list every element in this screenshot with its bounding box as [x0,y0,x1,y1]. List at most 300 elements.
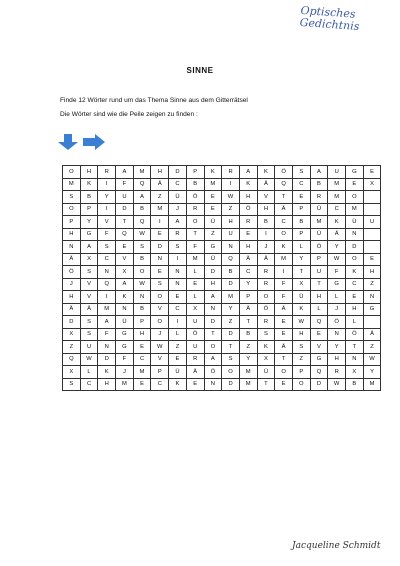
grid-cell: S [80,266,98,279]
grid-cell: B [80,191,98,204]
grid-row [63,328,381,341]
grid-cell: K [204,166,222,179]
grid-cell: R [257,316,275,329]
grid-cell: H [133,328,151,341]
grid-cell: A [133,191,151,204]
grid-cell: Ö [257,303,275,316]
grid-cell: N [63,241,81,254]
grid-cell: I [151,216,169,229]
grid-cell: W [133,228,151,241]
handwritten-note [299,5,390,35]
handwritten-note-line1: Optisches [300,3,356,21]
grid-cell: F [116,353,134,366]
grid-row [63,341,381,354]
grid-cell: M [116,378,134,391]
grid-cell: Ü [204,253,222,266]
grid-cell: D [204,316,222,329]
grid-cell: O [222,366,240,379]
grid-cell: C [151,378,169,391]
grid-cell: G [116,328,134,341]
grid-cell: M [133,166,151,179]
grid-cell: E [151,266,169,279]
grid-cell: K [98,366,116,379]
grid-cell: G [80,228,98,241]
grid-cell: F [186,241,204,254]
grid-cell: H [239,241,257,254]
grid-cell: D [222,278,240,291]
grid-cell: N [328,328,346,341]
grid-cell: Y [292,253,310,266]
grid-cell: K [239,178,257,191]
grid-cell: I [275,266,293,279]
grid-cell: Ü [204,216,222,229]
grid-row [63,241,381,254]
grid-cell: L [186,291,204,304]
grid-cell: K [169,378,187,391]
grid-cell: M [363,378,381,391]
handwritten-note-line2: Gedichtnis [299,15,360,34]
grid-cell: Z [204,228,222,241]
grid-cell: N [133,291,151,304]
grid-cell: R [328,366,346,379]
grid-cell: T [310,278,328,291]
grid-cell: L [310,303,328,316]
grid-cell: H [151,166,169,179]
grid-cell: C [80,378,98,391]
grid-cell: S [222,353,240,366]
grid-cell: M [186,253,204,266]
grid-cell: P [292,366,310,379]
grid-cell: P [292,203,310,216]
grid-cell: X [292,278,310,291]
grid-cell: Ü [169,191,187,204]
grid-cell: C [169,303,187,316]
grid-cell: I [98,203,116,216]
grid-cell: U [80,341,98,354]
grid-cell: S [80,328,98,341]
grid-row [63,353,381,366]
grid-cell: W [80,353,98,366]
grid-cell: Y [98,191,116,204]
grid-cell: Y [239,353,257,366]
grid-cell: B [133,303,151,316]
grid-cell: Ö [310,241,328,254]
grid-cell: S [151,278,169,291]
grid-cell: Ä [63,303,81,316]
grid-cell: Ö [346,328,364,341]
grid-cell: S [133,241,151,254]
grid-cell: Q [310,316,328,329]
grid-cell: T [346,341,364,354]
grid-cell: E [204,203,222,216]
grid-cell: Y [328,341,346,354]
grid-cell: A [98,316,116,329]
grid-cell: S [63,378,81,391]
grid-cell: Ä [363,328,381,341]
grid-cell: I [169,316,187,329]
grid-cell: M [239,366,257,379]
grid-cell: T [239,316,257,329]
grid-cell: A [116,166,134,179]
grid-cell: O [151,316,169,329]
grid-cell: Ä [186,366,204,379]
grid-row [63,303,381,316]
grid-cell: M [346,203,364,216]
grid-cell: X [257,353,275,366]
grid-cell: C [239,266,257,279]
grid-cell: E [275,378,293,391]
grid-cell: O [292,378,310,391]
grid-cell: P [310,253,328,266]
grid-cell: V [151,353,169,366]
grid-cell: O [63,166,81,179]
grid-cell: A [204,291,222,304]
word-search-grid [62,165,381,391]
grid-cell: J [151,328,169,341]
grid-cell: E [116,241,134,254]
grid-cell: R [98,166,116,179]
grid-cell: A [310,166,328,179]
grid-cell: L [80,366,98,379]
grid-cell: E [363,253,381,266]
grid-cell: X [80,253,98,266]
grid-cell: N [98,341,116,354]
grid-cell: N [204,303,222,316]
grid-cell: R [186,353,204,366]
grid-cell: T [275,353,293,366]
grid-cell: T [204,328,222,341]
grid-cell: E [275,316,293,329]
grid-cell: M [204,178,222,191]
grid-cell: Z [63,341,81,354]
grid-cell: S [98,241,116,254]
grid-cell: C [133,353,151,366]
grid-cell: A [239,166,257,179]
grid-row [63,191,381,204]
grid-cell: K [275,241,293,254]
grid-cell: Ö [186,191,204,204]
grid-cell: D [98,353,116,366]
grid-cell: K [292,303,310,316]
grid-cell: Y [328,241,346,254]
grid-cell: R [310,191,328,204]
grid-cell [363,191,381,204]
grid-cell: G [363,303,381,316]
grid-cell: W [151,341,169,354]
grid-cell: T [116,216,134,229]
grid-cell: Y [80,216,98,229]
grid-cell: D [63,316,81,329]
grid-cell: Ä [275,303,293,316]
grid-cell: Ü [292,291,310,304]
grid-cell: O [346,191,364,204]
grid-cell: Y [239,278,257,291]
grid-cell: M [328,178,346,191]
grid-cell: M [222,291,240,304]
grid-cell: V [98,216,116,229]
grid-cell: I [169,253,187,266]
grid-row [63,378,381,391]
grid-cell: E [346,178,364,191]
grid-cell: Ü [257,366,275,379]
grid-cell: C [292,178,310,191]
grid-cell: J [116,366,134,379]
grid-cell: Ä [257,253,275,266]
grid-cell: O [257,291,275,304]
grid-cell: H [80,166,98,179]
grid-cell: Ö [275,166,293,179]
grid-cell: G [204,241,222,254]
grid-cell: Z [363,278,381,291]
grid-cell: V [257,191,275,204]
grid-cell: N [151,253,169,266]
grid-cell: Ä [275,341,293,354]
grid-cell [363,316,381,329]
grid-cell: K [346,266,364,279]
grid-cell: Q [310,366,328,379]
grid-cell: J [63,278,81,291]
grid-cell: L [186,266,204,279]
grid-cell: T [257,378,275,391]
grid-cell: M [239,378,257,391]
grid-cell: F [98,328,116,341]
instruction-line-1: Finde 12 Wörter rund um das Thema Sinne aus dem Gitterrätsel [60,97,248,104]
grid-cell: E [275,328,293,341]
grid-cell: A [169,216,187,229]
grid-cell: H [204,278,222,291]
grid-cell: Ä [257,178,275,191]
grid-cell: F [328,266,346,279]
grid-cell: B [310,178,328,191]
grid-cell: M [151,203,169,216]
grid-cell: Ä [275,203,293,216]
grid-cell: L [346,316,364,329]
grid-cell: N [204,378,222,391]
grid-cell: N [363,291,381,304]
grid-cell: M [63,178,81,191]
grid-cell: X [116,266,134,279]
grid-cell: E [151,228,169,241]
grid-row [63,266,381,279]
grid-cell: B [346,378,364,391]
grid-cell: X [63,328,81,341]
grid-cell: D [204,266,222,279]
grid-cell: P [151,366,169,379]
grid-cell: E [169,291,187,304]
grid-cell: N [169,278,187,291]
grid-cell: H [63,291,81,304]
grid-cell: O [63,203,81,216]
grid-row [63,203,381,216]
grid-cell: M [133,366,151,379]
grid-cell: F [116,178,134,191]
grid-cell: O [186,216,204,229]
grid-row [63,316,381,329]
grid-cell: V [151,303,169,316]
grid-cell: N [98,266,116,279]
grid-cell: C [328,203,346,216]
grid-cell: V [310,341,328,354]
grid-cell: S [292,166,310,179]
grid-cell: E [133,341,151,354]
grid-cell: E [204,191,222,204]
grid-cell: I [98,178,116,191]
grid-cell: Z [169,341,187,354]
grid-cell: R [169,228,187,241]
grid-cell: E [346,291,364,304]
grid-cell: D [222,378,240,391]
grid-cell: Y [363,366,381,379]
grid-cell [363,241,381,254]
grid-cell: O [151,291,169,304]
grid-cell: R [222,166,240,179]
grid-cell: W [328,378,346,391]
grid-cell: H [346,303,364,316]
grid-row [63,228,381,241]
grid-cell: M [310,216,328,229]
grid-cell: T [186,228,204,241]
grid-cell: P [186,166,204,179]
grid-cell: A [80,241,98,254]
grid-cell: E [363,166,381,179]
grid-cell: R [239,216,257,229]
grid-cell: I [98,291,116,304]
grid-cell: H [257,203,275,216]
grid-cell: K [257,166,275,179]
grid-cell: Ü [116,316,134,329]
grid-cell: W [328,253,346,266]
grid-cell: F [98,228,116,241]
grid-cell: P [292,228,310,241]
grid-row [63,178,381,191]
grid-cell: H [98,378,116,391]
grid-cell: H [292,328,310,341]
grid-cell: S [169,241,187,254]
grid-cell: F [275,291,293,304]
grid-cell: N [222,241,240,254]
grid-cell: Ä [63,253,81,266]
grid-cell: M [98,303,116,316]
grid-cell: V [80,291,98,304]
grid-cell: Ü [346,216,364,229]
grid-cell: N [346,228,364,241]
grid-cell: H [310,291,328,304]
grid-cell: U [222,228,240,241]
grid-cell: I [222,178,240,191]
grid-cell: G [346,166,364,179]
grid-cell: Ü [169,366,187,379]
grid-cell: Z [239,341,257,354]
grid-cell: E [310,328,328,341]
grid-cell: Ö [328,316,346,329]
grid-cell: I [257,228,275,241]
grid-cell: U [328,166,346,179]
grid-cell: H [363,266,381,279]
grid-cell: L [328,291,346,304]
grid-cell: Ä [239,303,257,316]
grid-cell: O [275,366,293,379]
grid-cell: U [186,316,204,329]
grid-cell: W [133,278,151,291]
grid-cell: U [116,191,134,204]
grid-cell: H [239,191,257,204]
grid-cell: Z [222,316,240,329]
grid-row [63,366,381,379]
grid-cell: D [222,328,240,341]
grid-row [63,278,381,291]
grid-cell: F [275,278,293,291]
grid-cell: E [169,353,187,366]
grid-cell: L [169,328,187,341]
grid-cell: C [346,278,364,291]
grid-cell: E [186,378,204,391]
grid-cell: E [186,278,204,291]
grid-cell: B [133,253,151,266]
grid-cell: L [292,241,310,254]
grid-cell: Z [222,203,240,216]
grid-cell: D [346,241,364,254]
grid-cell: Q [98,278,116,291]
grid-cell: N [169,266,187,279]
grid-cell: K [257,341,275,354]
grid-cell: Y [222,303,240,316]
grid-cell: V [80,278,98,291]
grid-cell: D [169,166,187,179]
grid-cell: U [186,341,204,354]
grid-row [63,216,381,229]
grid-cell: H [328,353,346,366]
grid-cell: Q [116,228,134,241]
grid-cell: E [133,378,151,391]
grid-cell: S [63,191,81,204]
grid-cell: Ö [186,328,204,341]
grid-cell: C [98,253,116,266]
grid-cell: A [204,353,222,366]
arrow-down-icon [57,134,79,150]
grid-cell: S [292,341,310,354]
grid-cell: D [310,378,328,391]
grid-cell: P [63,216,81,229]
grid-row [63,166,381,179]
grid-cell: J [328,303,346,316]
grid-cell: H [63,228,81,241]
grid-cell: C [169,178,187,191]
grid-cell: Ü [310,203,328,216]
grid-cell: C [275,216,293,229]
grid-cell: Q [275,178,293,191]
grid-cell: Z [292,353,310,366]
grid-cell: Ä [328,228,346,241]
grid-cell: O [346,253,364,266]
grid-cell: R [257,278,275,291]
grid-cell: X [63,366,81,379]
grid-cell: M [275,253,293,266]
grid-cell: K [328,216,346,229]
grid-cell: Ä [239,253,257,266]
grid-cell: G [310,353,328,366]
grid-cell: N [346,353,364,366]
arrow-right-icon [83,134,105,150]
grid-cell: E [239,228,257,241]
grid-cell: H [222,216,240,229]
grid-cell: Ö [63,266,81,279]
grid-cell: O [204,341,222,354]
grid-cell: X [186,303,204,316]
grid-cell: O [133,266,151,279]
grid-cell: G [116,341,134,354]
grid-cell: A [116,278,134,291]
grid-cell: M [328,191,346,204]
